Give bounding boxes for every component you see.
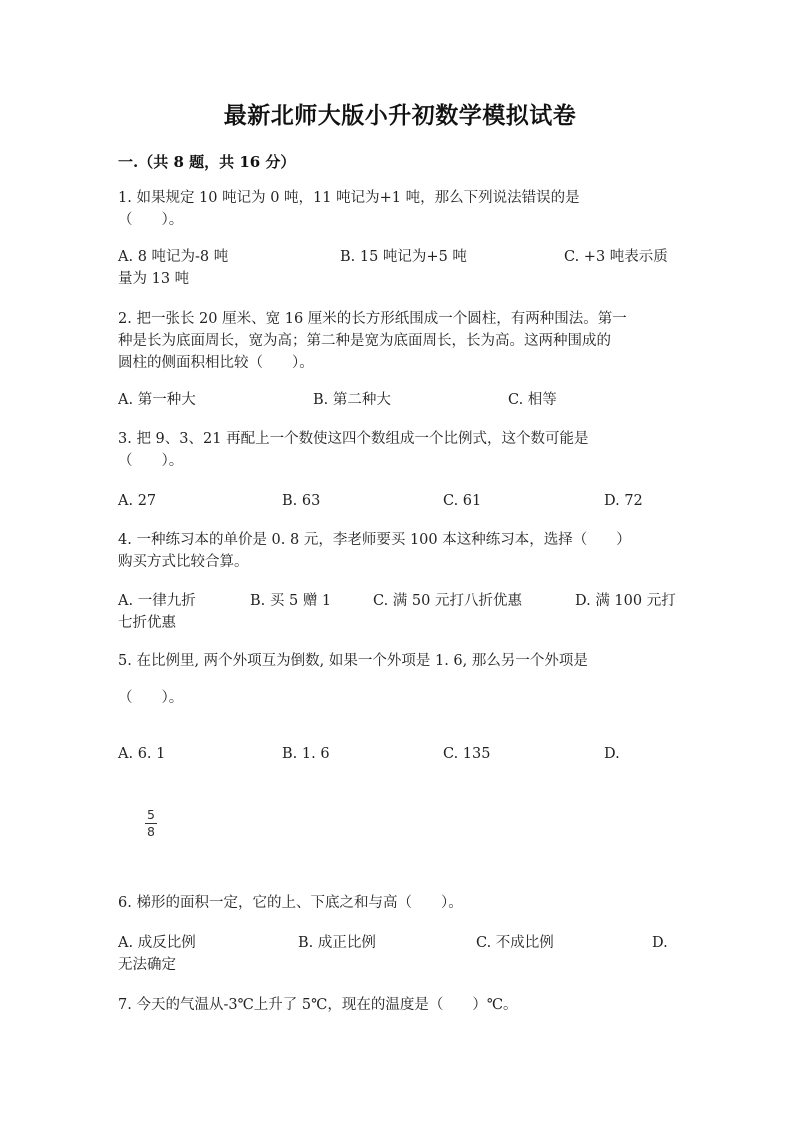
question-3-option-c: C. 61	[443, 493, 482, 509]
question-6-line-1: 6. 梯形的面积一定，它的上、下底之和与高（ ）。	[118, 895, 463, 911]
page-title: 最新北师大版小升初数学模拟试卷	[223, 102, 577, 129]
question-1-line-1: 1. 如果规定 10 吨记为 0 吨，11 吨记为+1 吨，那么下列说法错误的是	[118, 190, 580, 206]
question-3-line-2: （ ）。	[118, 453, 184, 469]
question-6-option-a: A. 成反比例	[118, 935, 196, 951]
question-2-line-1: 2. 把一张长 20 厘米、宽 16 厘米的长方形纸围成一个圆柱，有两种围法。第一	[118, 311, 627, 327]
question-6-option-d: D.	[652, 935, 668, 951]
fraction-five-eighths	[143, 808, 159, 839]
question-4-option-d: D. 满 100 元打	[575, 593, 676, 609]
question-5-option-d: D.	[604, 746, 620, 762]
question-1-option-b: B. 15 吨记为+5 吨	[340, 249, 467, 265]
question-1-option-c: C. +3 吨表示质	[564, 249, 668, 265]
question-5-line-2: （ ）。	[118, 690, 184, 706]
question-5-line-1: 5. 在比例里, 两个外项互为倒数, 如果一个外项是 1. 6, 那么另一个外项是	[118, 653, 588, 669]
fraction-denominator: 8	[147, 824, 155, 839]
section-heading: 一.（共 8 题，共 16 分）	[118, 153, 296, 171]
question-2-option-b: B. 第二种大	[313, 392, 391, 408]
question-4-line-2: 购买方式比较合算。	[118, 554, 249, 570]
question-4-option-c: C. 满 50 元打八折优惠	[373, 593, 522, 609]
question-2-line-2: 种是长为底面周长，宽为高；第二种是宽为底面周长，长为高。这两种围成的	[118, 333, 611, 349]
question-1-option-a: A. 8 吨记为-8 吨	[118, 249, 229, 265]
question-4-option-d-cont: 七折优惠	[118, 615, 176, 631]
question-2-option-a: A. 第一种大	[118, 392, 196, 408]
fraction-numerator: 5	[147, 807, 155, 822]
question-5-option-b: B. 1. 6	[282, 746, 330, 762]
question-5-option-a: A. 6. 1	[118, 746, 166, 762]
question-4-option-b: B. 买 5 赠 1	[250, 593, 332, 609]
question-3-option-b: B. 63	[282, 493, 321, 509]
question-3-line-1: 3. 把 9、3、21 再配上一个数使这四个数组成一个比例式，这个数可能是	[118, 431, 589, 447]
question-5-option-c: C. 135	[443, 746, 491, 762]
question-1-line-2: （ ）。	[118, 212, 184, 228]
question-7-line-1: 7. 今天的气温从-3℃上升了 5℃，现在的温度是（ ）℃。	[118, 997, 518, 1013]
question-4-line-1: 4. 一种练习本的单价是 0. 8 元，李老师要买 100 本这种练习本，选择（ ）	[118, 532, 631, 548]
question-3-option-a: A. 27	[118, 493, 157, 509]
question-4-option-a: A. 一律九折	[118, 593, 196, 609]
question-6-option-b: B. 成正比例	[298, 935, 376, 951]
question-1-option-c-cont: 量为 13 吨	[118, 271, 190, 287]
question-3-option-d: D. 72	[604, 493, 643, 509]
question-2-line-3: 圆柱的侧面积相比较（ ）。	[118, 355, 314, 371]
question-6-option-c: C. 不成比例	[476, 935, 554, 951]
question-2-option-c: C. 相等	[508, 392, 557, 408]
question-6-option-d-cont: 无法确定	[118, 957, 176, 973]
